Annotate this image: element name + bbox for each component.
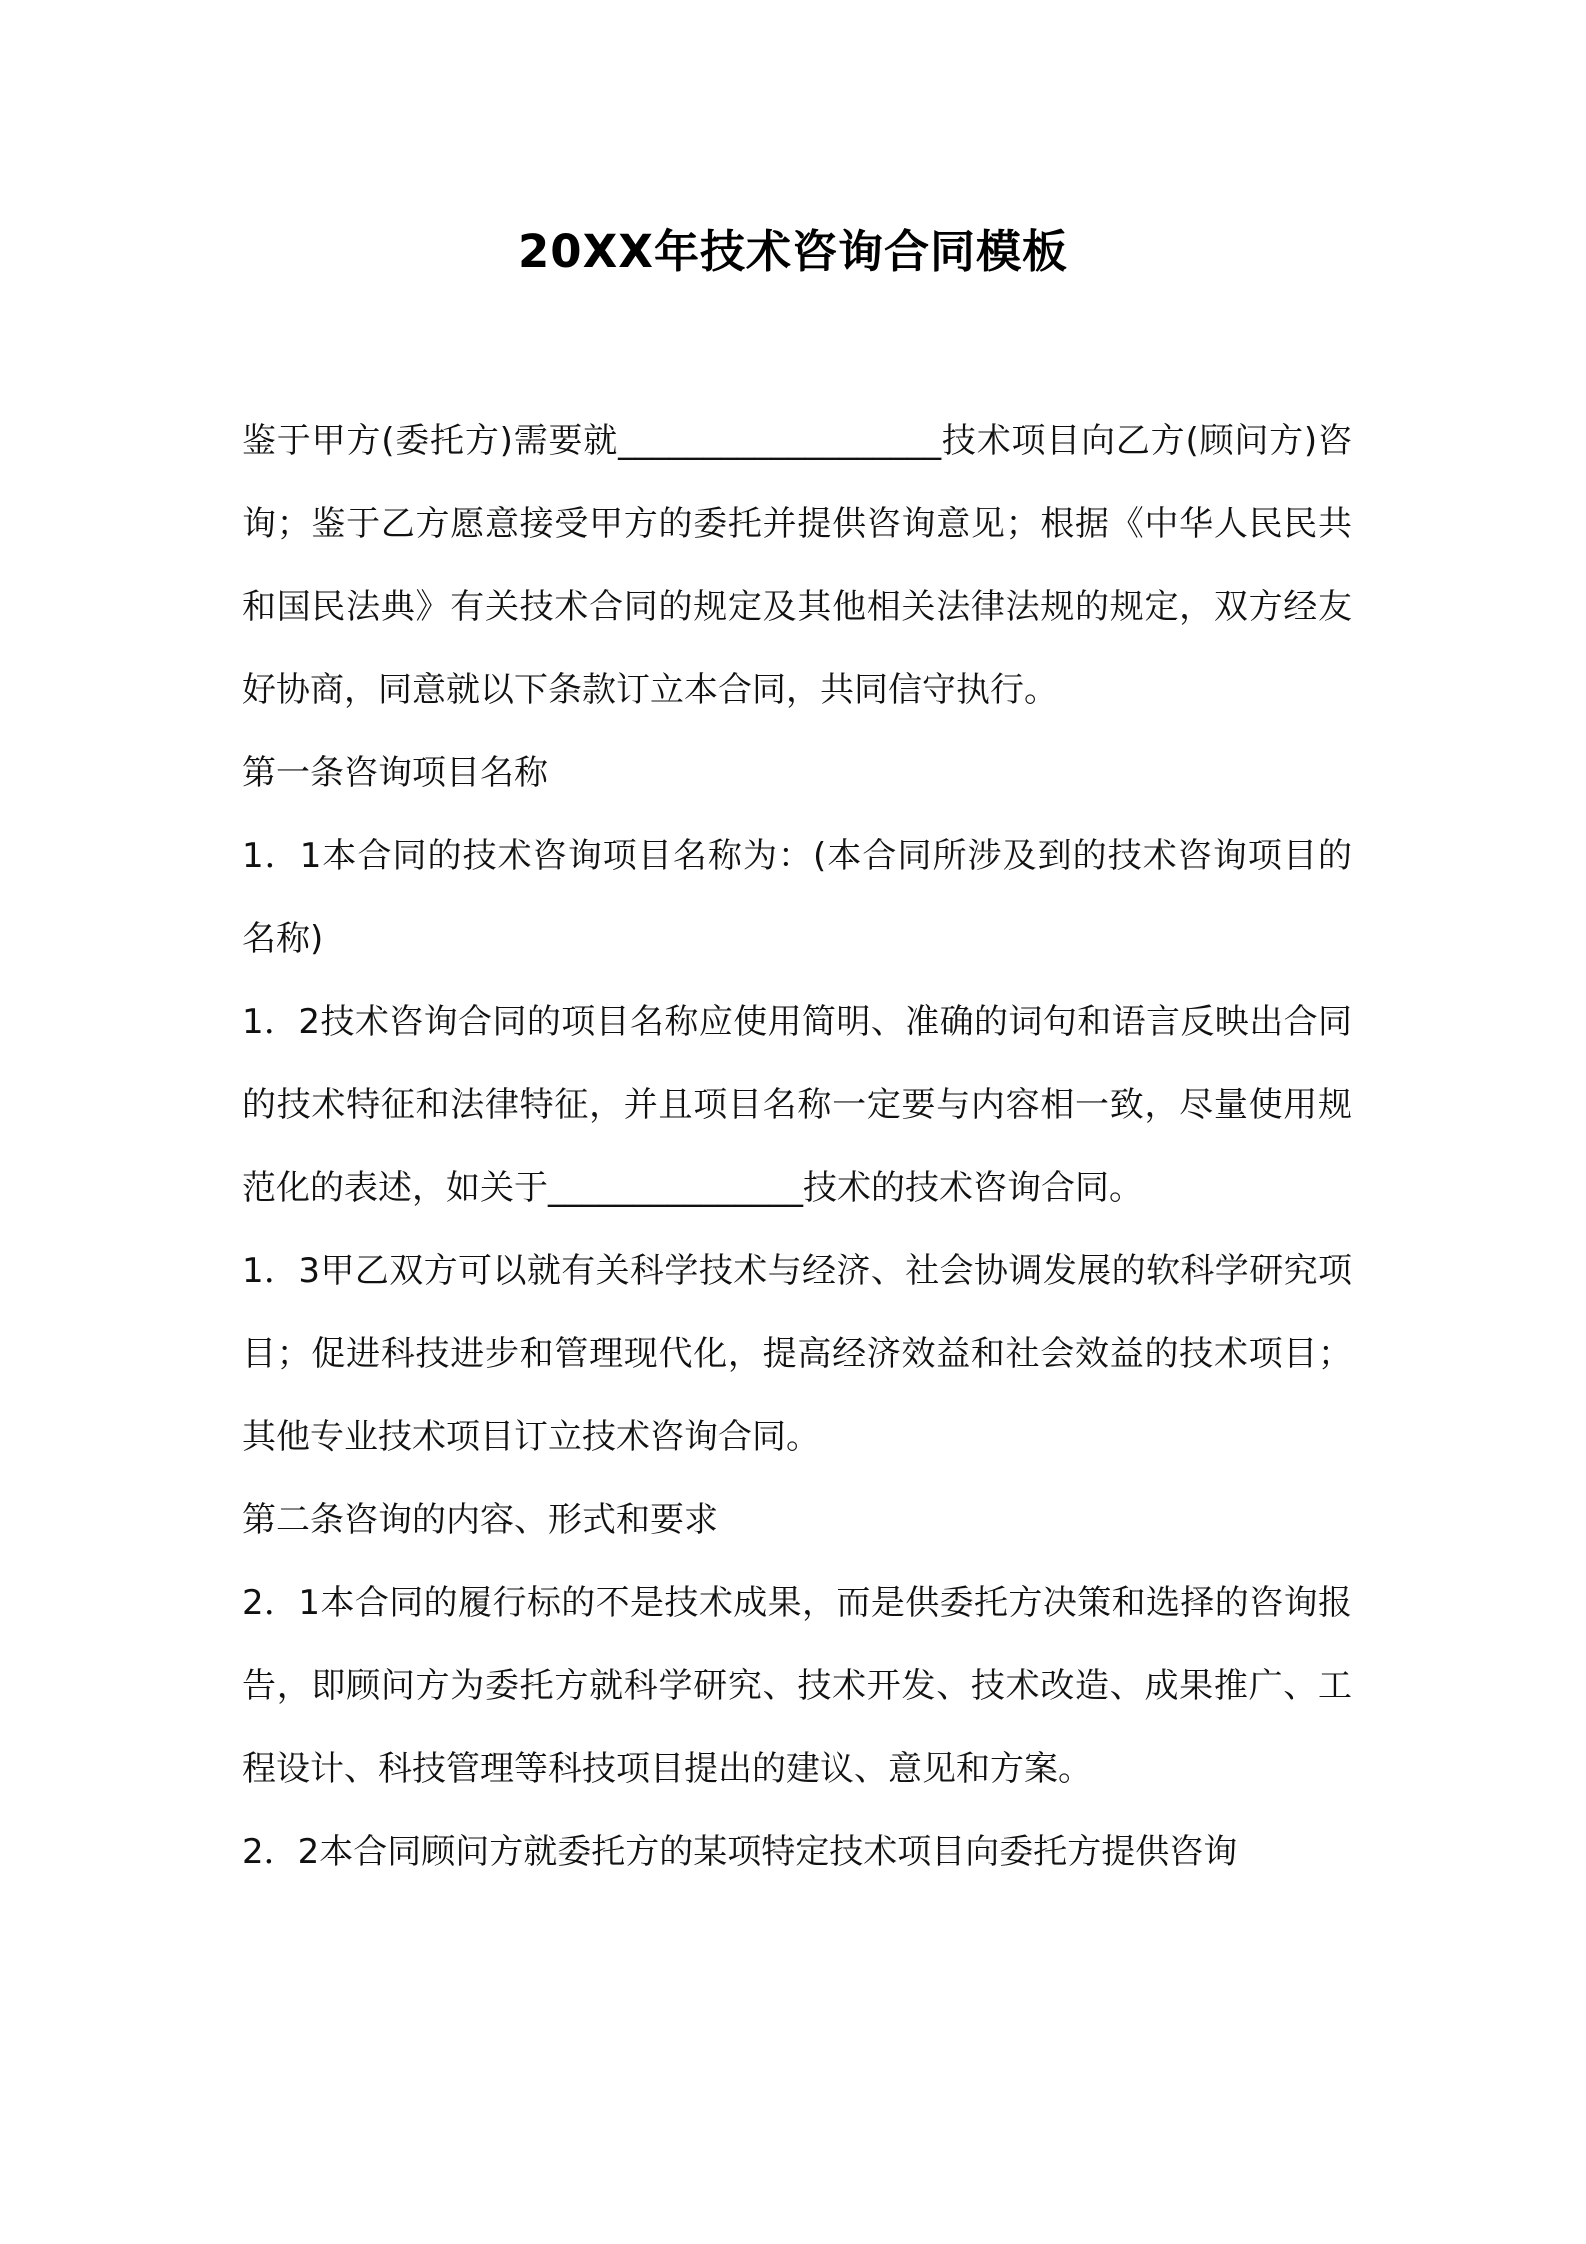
clause-2-1: 2．1本合同的履行标的不是技术成果，而是供委托方决策和选择的咨询报告，即顾问方为委托方就科学研究、技术开发、技术改造、成果推广、工程设计、科技管理等科技项目提出的建议、意见和方案。	[242, 1583, 1352, 1789]
clause-1-1: 1．1本合同的技术咨询项目名称为：(本合同所涉及到的技术咨询项目的名称)	[242, 836, 1352, 959]
document-body	[242, 400, 1352, 1894]
clause-2-2: 2．2本合同顾问方就委托方的某项特定技术项目向委托方提供咨询	[242, 1832, 1238, 1872]
preamble-paragraph: 鉴于甲方(委托方)需要就___________________技术项目向乙方(顾问方)咨询；鉴于乙方愿意接受甲方的委托并提供咨询意见；根据《中华人民民共和国民法典》有关技术合同的规定及其他相关法律法规的规定，双方经友好协商，同意就以下条款订立本合同，共同信守执行。	[242, 421, 1352, 710]
article-2-heading: 第二条咨询的内容、形式和要求	[242, 1500, 718, 1540]
clause-1-2: 1．2技术咨询合同的项目名称应使用简明、准确的词句和语言反映出合同的技术特征和法律特征，并且项目名称一定要与内容相一致，尽量使用规范化的表述，如关于_______________技术的技术咨询合同。	[242, 1002, 1352, 1208]
document-title: 20XX年技术咨询合同模板	[517, 225, 1068, 278]
article-1-heading: 第一条咨询项目名称	[242, 753, 548, 793]
clause-1-3: 1．3甲乙双方可以就有关科学技术与经济、社会协调发展的软科学研究项目；促进科技进步和管理现代化，提高经济效益和社会效益的技术项目；其他专业技术项目订立技术咨询合同。	[242, 1251, 1352, 1457]
